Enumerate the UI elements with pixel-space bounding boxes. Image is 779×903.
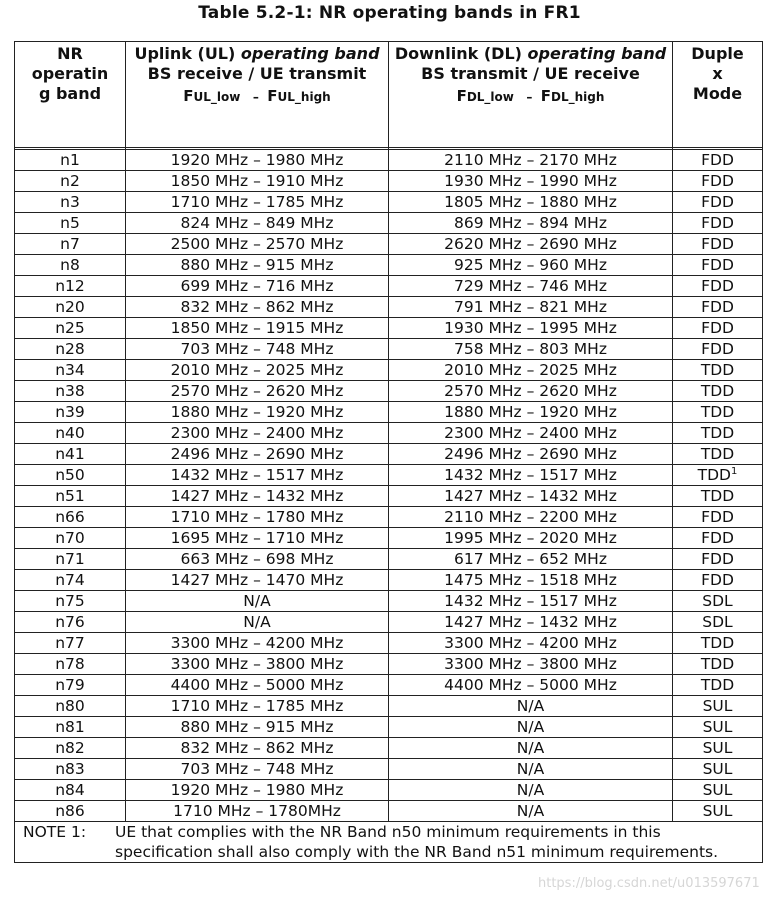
cell-uplink: 663 MHz – 698 MHz (126, 549, 389, 570)
table-row (15, 318, 763, 339)
cell-uplink: N/A (126, 591, 389, 612)
table-row (15, 192, 763, 213)
cell-band: n71 (15, 549, 126, 570)
table-row (15, 801, 763, 822)
cell-mode: TDD (673, 654, 763, 675)
table-row (15, 528, 763, 549)
nr-bands-table (14, 41, 763, 863)
cell-downlink: N/A (389, 801, 673, 822)
cell-downlink: 1475 MHz – 1518 MHz (389, 570, 673, 591)
cell-downlink: 2010 MHz – 2025 MHz (389, 360, 673, 381)
header-uplink-sub: FUL_low – FUL_high (183, 87, 331, 105)
cell-band: n7 (15, 234, 126, 255)
cell-mode: TDD (673, 675, 763, 696)
cell-downlink: 1427 MHz – 1432 MHz (389, 486, 673, 507)
cell-uplink: 1427 MHz – 1432 MHz (126, 486, 389, 507)
table-row (15, 402, 763, 423)
cell-uplink: 1695 MHz – 1710 MHz (126, 528, 389, 549)
cell-uplink: 1432 MHz – 1517 MHz (126, 465, 389, 486)
cell-band: n25 (15, 318, 126, 339)
table-row (15, 360, 763, 381)
cell-uplink: 832 MHz – 862 MHz (126, 738, 389, 759)
cell-downlink: 925 MHz – 960 MHz (389, 255, 673, 276)
cell-mode: FDD (673, 234, 763, 255)
cell-downlink: 2110 MHz – 2170 MHz (389, 150, 673, 171)
cell-uplink: 4400 MHz – 5000 MHz (126, 675, 389, 696)
cell-uplink: 2500 MHz – 2570 MHz (126, 234, 389, 255)
cell-uplink: 1710 MHz – 1780 MHz (126, 507, 389, 528)
cell-uplink: 1880 MHz – 1920 MHz (126, 402, 389, 423)
cell-band: n40 (15, 423, 126, 444)
cell-band: n50 (15, 465, 126, 486)
cell-mode: FDD (673, 213, 763, 234)
cell-mode: FDD (673, 570, 763, 591)
cell-band: n79 (15, 675, 126, 696)
cell-band: n83 (15, 759, 126, 780)
cell-uplink: 2300 MHz – 2400 MHz (126, 423, 389, 444)
cell-band: n81 (15, 717, 126, 738)
table-row (15, 591, 763, 612)
table-body (15, 150, 763, 822)
note-cell (15, 822, 763, 863)
cell-downlink: N/A (389, 780, 673, 801)
header-band: NR operatin g band (15, 42, 126, 148)
cell-downlink: 1930 MHz – 1990 MHz (389, 171, 673, 192)
cell-uplink: 824 MHz – 849 MHz (126, 213, 389, 234)
cell-mode: FDD (673, 318, 763, 339)
cell-downlink: N/A (389, 696, 673, 717)
cell-uplink: 880 MHz – 915 MHz (126, 717, 389, 738)
header-downlink-sub: FDL_low – FDL_high (456, 87, 605, 105)
cell-uplink: 2496 MHz – 2690 MHz (126, 444, 389, 465)
cell-band: n5 (15, 213, 126, 234)
cell-downlink: 3300 MHz – 3800 MHz (389, 654, 673, 675)
cell-mode: FDD (673, 297, 763, 318)
cell-uplink: 832 MHz – 862 MHz (126, 297, 389, 318)
cell-uplink: 1850 MHz – 1910 MHz (126, 171, 389, 192)
cell-mode: TDD (673, 486, 763, 507)
table-row (15, 759, 763, 780)
cell-uplink: N/A (126, 612, 389, 633)
cell-band: n1 (15, 150, 126, 171)
cell-uplink: 2010 MHz – 2025 MHz (126, 360, 389, 381)
cell-uplink: 1850 MHz – 1915 MHz (126, 318, 389, 339)
header-row (15, 42, 763, 148)
cell-downlink: 2110 MHz – 2200 MHz (389, 507, 673, 528)
cell-band: n75 (15, 591, 126, 612)
cell-band: n51 (15, 486, 126, 507)
cell-band: n82 (15, 738, 126, 759)
cell-mode: FDD (673, 276, 763, 297)
table-row (15, 234, 763, 255)
cell-uplink: 1427 MHz – 1470 MHz (126, 570, 389, 591)
table-row (15, 633, 763, 654)
cell-mode: TDD (673, 402, 763, 423)
cell-mode: TDD (673, 444, 763, 465)
note-text: UE that complies with the NR Band n50 minimum requirements in this specification shall also comply with the NR Band n51 minimum requirements. (115, 823, 719, 861)
cell-mode: SUL (673, 696, 763, 717)
cell-downlink: 617 MHz – 652 MHz (389, 549, 673, 570)
table-row (15, 612, 763, 633)
cell-mode: SUL (673, 717, 763, 738)
cell-downlink: 1880 MHz – 1920 MHz (389, 402, 673, 423)
cell-mode: FDD (673, 507, 763, 528)
cell-band: n3 (15, 192, 126, 213)
table-row (15, 381, 763, 402)
cell-mode: SUL (673, 801, 763, 822)
cell-downlink: 758 MHz – 803 MHz (389, 339, 673, 360)
cell-uplink: 1920 MHz – 1980 MHz (126, 780, 389, 801)
cell-mode: SUL (673, 738, 763, 759)
table-row (15, 255, 763, 276)
table-row (15, 549, 763, 570)
table-row (15, 570, 763, 591)
cell-uplink: 880 MHz – 915 MHz (126, 255, 389, 276)
table-row (15, 171, 763, 192)
cell-downlink: 1995 MHz – 2020 MHz (389, 528, 673, 549)
note-row (15, 822, 763, 863)
cell-uplink: 703 MHz – 748 MHz (126, 759, 389, 780)
cell-band: n78 (15, 654, 126, 675)
cell-band: n80 (15, 696, 126, 717)
cell-downlink: N/A (389, 717, 673, 738)
cell-uplink: 1710 MHz – 1785 MHz (126, 192, 389, 213)
cell-mode: TDD (673, 381, 763, 402)
cell-downlink: N/A (389, 759, 673, 780)
cell-downlink: 4400 MHz – 5000 MHz (389, 675, 673, 696)
table-row (15, 339, 763, 360)
cell-uplink: 3300 MHz – 3800 MHz (126, 654, 389, 675)
cell-downlink: 3300 MHz – 4200 MHz (389, 633, 673, 654)
note-label: NOTE 1: (23, 823, 87, 841)
cell-band: n84 (15, 780, 126, 801)
cell-band: n66 (15, 507, 126, 528)
cell-mode: FDD (673, 549, 763, 570)
table-row (15, 486, 763, 507)
cell-band: n20 (15, 297, 126, 318)
cell-downlink: N/A (389, 738, 673, 759)
table-row (15, 297, 763, 318)
table-row (15, 213, 763, 234)
cell-band: n12 (15, 276, 126, 297)
cell-band: n70 (15, 528, 126, 549)
cell-band: n86 (15, 801, 126, 822)
cell-mode: SUL (673, 759, 763, 780)
table-row (15, 717, 763, 738)
cell-mode: TDD$^1$ (673, 465, 763, 486)
cell-band: n39 (15, 402, 126, 423)
cell-band: n28 (15, 339, 126, 360)
table-row (15, 738, 763, 759)
cell-mode: SDL (673, 591, 763, 612)
cell-mode: TDD (673, 423, 763, 444)
cell-band: n2 (15, 171, 126, 192)
table-title: Table 5.2-1: NR operating bands in FR1 (198, 3, 581, 23)
header-downlink: Downlink (DL) operating band BS transmit / UE receive FDL_low – FDL_high (389, 42, 673, 148)
table-row (15, 675, 763, 696)
cell-mode: FDD (673, 192, 763, 213)
cell-uplink: 2570 MHz – 2620 MHz (126, 381, 389, 402)
cell-band: n74 (15, 570, 126, 591)
cell-mode: FDD (673, 150, 763, 171)
cell-uplink: 703 MHz – 748 MHz (126, 339, 389, 360)
watermark: https://blog.csdn.net/u013597671 (538, 876, 760, 891)
cell-downlink: 2570 MHz – 2620 MHz (389, 381, 673, 402)
table-row (15, 444, 763, 465)
cell-uplink: 1710 MHz – 1780MHz (126, 801, 389, 822)
cell-band: n34 (15, 360, 126, 381)
footnote-ref: 1 (730, 465, 738, 477)
cell-mode: FDD (673, 255, 763, 276)
cell-downlink: 2300 MHz – 2400 MHz (389, 423, 673, 444)
header-uplink: Uplink (UL) operating band BS receive / UE transmit FUL_low – FUL_high (126, 42, 389, 148)
cell-downlink: 1432 MHz – 1517 MHz (389, 465, 673, 486)
cell-band: n76 (15, 612, 126, 633)
cell-mode: TDD (673, 633, 763, 654)
cell-uplink: 699 MHz – 716 MHz (126, 276, 389, 297)
cell-downlink: 2496 MHz – 2690 MHz (389, 444, 673, 465)
table-row (15, 465, 763, 486)
cell-downlink: 1805 MHz – 1880 MHz (389, 192, 673, 213)
table-row (15, 150, 763, 171)
header-duplex-mode: Duple x Mode (673, 42, 763, 148)
table-row (15, 780, 763, 801)
cell-band: n38 (15, 381, 126, 402)
table-row (15, 654, 763, 675)
cell-mode: FDD (673, 171, 763, 192)
table-row (15, 276, 763, 297)
cell-band: n77 (15, 633, 126, 654)
cell-downlink: 791 MHz – 821 MHz (389, 297, 673, 318)
cell-band: n41 (15, 444, 126, 465)
cell-uplink: 1710 MHz – 1785 MHz (126, 696, 389, 717)
table-row (15, 423, 763, 444)
cell-downlink: 2620 MHz – 2690 MHz (389, 234, 673, 255)
cell-mode: FDD (673, 528, 763, 549)
cell-downlink: 869 MHz – 894 MHz (389, 213, 673, 234)
cell-band: n8 (15, 255, 126, 276)
cell-uplink: 1920 MHz – 1980 MHz (126, 150, 389, 171)
table-row (15, 507, 763, 528)
cell-mode: TDD (673, 360, 763, 381)
cell-mode: FDD (673, 339, 763, 360)
cell-downlink: 729 MHz – 746 MHz (389, 276, 673, 297)
cell-mode: SUL (673, 780, 763, 801)
cell-mode: SDL (673, 612, 763, 633)
table-row (15, 696, 763, 717)
cell-uplink: 3300 MHz – 4200 MHz (126, 633, 389, 654)
cell-downlink: 1432 MHz – 1517 MHz (389, 591, 673, 612)
cell-downlink: 1930 MHz – 1995 MHz (389, 318, 673, 339)
cell-downlink: 1427 MHz – 1432 MHz (389, 612, 673, 633)
